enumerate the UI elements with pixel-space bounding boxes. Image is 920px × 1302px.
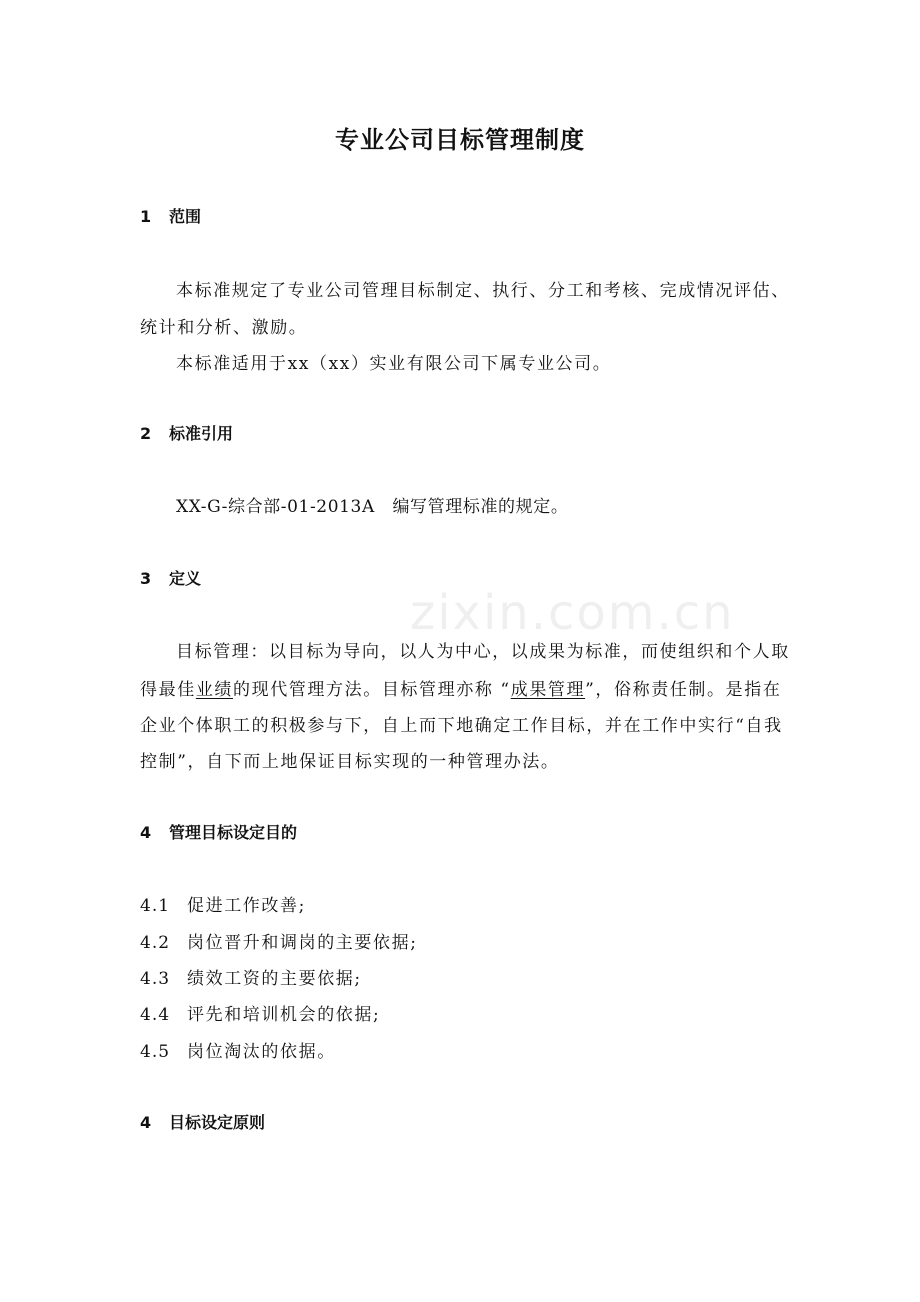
list-item (140, 891, 306, 916)
section-title: 定义 (169, 569, 202, 588)
list-item-number: 4.1 (140, 896, 171, 916)
definition-line-2 (140, 675, 781, 700)
text-run: 的现代管理方法。目标管理亦称 “ (233, 680, 511, 700)
watermark: zixin.com.cn (410, 585, 735, 641)
scope-paragraph-line-2: 统计和分析、激励。 (140, 318, 308, 338)
list-item-text: 评先和培训机会的依据; (187, 1005, 381, 1025)
scope-applicability: 本标准适用于xx（xx）实业有限公司下属专业公司。 (176, 354, 612, 374)
section-number: 4 (140, 823, 152, 842)
section-title: 目标设定原则 (169, 1113, 266, 1132)
list-item (140, 1000, 380, 1025)
list-item-text: 促进工作改善; (187, 896, 306, 916)
section-title: 管理目标设定目的 (169, 823, 298, 842)
section-title: 范围 (169, 207, 202, 226)
reference-standard: XX-G-综合部-01-2013A 编写管理标准的规定。 (176, 497, 569, 517)
section-2-heading (140, 421, 233, 444)
section-4-heading (140, 820, 297, 843)
section-number: 1 (140, 207, 152, 226)
definition-line-4: 控制”，自下而上地保证目标实现的一种管理办法。 (140, 752, 560, 772)
list-item (140, 928, 418, 953)
list-item-text: 绩效工资的主要依据; (187, 969, 362, 989)
list-item-number: 4.3 (140, 969, 171, 989)
text-run: 得最佳 (140, 680, 196, 700)
section-number: 2 (140, 424, 152, 443)
list-item-number: 4.5 (140, 1042, 171, 1062)
scope-paragraph-line-1: 本标准规定了专业公司管理目标制定、执行、分工和考核、完成情况评估、 (176, 281, 790, 301)
section-title: 标准引用 (169, 424, 234, 443)
list-item-number: 4.4 (140, 1005, 171, 1025)
section-number: 3 (140, 569, 152, 588)
section-number: 4 (140, 1113, 152, 1132)
section-5-heading (140, 1110, 265, 1133)
definition-line-1: 目标管理：以目标为导向，以人为中心，以成果为标准，而使组织和个人取 (176, 642, 790, 662)
underlined-term: 业绩 (195, 680, 234, 700)
list-item (140, 964, 362, 989)
text-run: ”，俗称责任制。是指在 (585, 680, 782, 700)
list-item (140, 1037, 336, 1062)
list-item-text: 岗位晋升和调岗的主要依据; (187, 933, 418, 953)
list-item-number: 4.2 (140, 933, 171, 953)
underlined-term: 成果管理 (510, 680, 586, 700)
list-item-text: 岗位淘汰的依据。 (187, 1042, 336, 1062)
definition-line-3: 企业个体职工的积极参与下，自上而下地确定工作目标，并在工作中实行“自我 (140, 716, 783, 736)
section-3-heading (140, 566, 201, 589)
section-1-heading (140, 204, 201, 227)
document-title: 专业公司目标管理制度 (335, 126, 585, 154)
